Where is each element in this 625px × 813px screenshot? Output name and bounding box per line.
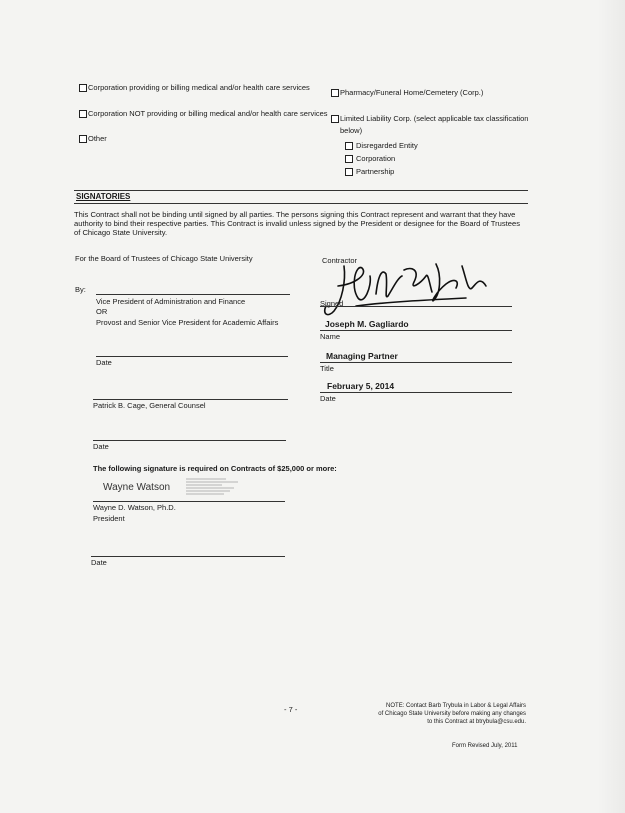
counsel-signature-line[interactable] (93, 399, 288, 400)
page-number: - 7 - (284, 705, 298, 714)
vp-provost: Provost and Senior Vice President for Academic Affairs (96, 318, 279, 327)
president-name: Wayne D. Watson, Ph.D. (93, 503, 176, 512)
checkbox-partnership[interactable] (345, 168, 353, 176)
signatories-heading-bar (74, 190, 528, 204)
checkbox-corp-not-medical[interactable] (79, 110, 87, 118)
label-corp-medical: Corporation providing or billing medical and/or health care services (88, 83, 310, 92)
checkbox-corporation[interactable] (345, 155, 353, 163)
required-signature-note: The following signature is required on Contracts of $25,000 or more: (93, 464, 337, 473)
digital-signature-name: Wayne Watson (103, 482, 171, 493)
contractor-title-value: Managing Partner (326, 351, 398, 361)
vp-admin-finance: Vice President of Administration and Finance (96, 297, 246, 306)
contractor-signature-line[interactable] (320, 306, 512, 307)
contractor-handwritten-signature (316, 256, 496, 326)
label-partnership: Partnership (356, 167, 395, 176)
signatories-paragraph: This Contract shall not be binding until signed by all parties. The persons signing this Contract represent and warrant that they have authority to bind their respective parties. This Contract is invalid unless signed by the President or designee for the Board of Trustees of Chicago State University. (74, 210, 521, 237)
president-signature-line[interactable] (93, 501, 285, 502)
checkbox-other[interactable] (79, 135, 87, 143)
board-date-label: Date (96, 358, 112, 367)
counsel-date-label: Date (93, 442, 109, 451)
contractor-label: Contractor (322, 256, 358, 265)
footer-note-line3: to this Contract at btrybula@csu.edu. (427, 719, 526, 725)
checkbox-llc[interactable] (331, 115, 339, 123)
by-label: By: (75, 285, 86, 294)
digital-signature-stamp-icon (186, 477, 242, 499)
contractor-name-label: Name (320, 332, 341, 341)
label-other: Other (88, 134, 107, 143)
checkbox-corp-medical[interactable] (79, 84, 87, 92)
contractor-date-value: February 5, 2014 (327, 381, 395, 391)
label-corporation: Corporation (356, 154, 396, 163)
footer-note (370, 702, 526, 726)
label-llc-cont: below) (340, 126, 363, 135)
contractor-date-label: Date (320, 394, 336, 403)
contractor-title-line[interactable] (320, 362, 512, 363)
or-text: OR (96, 307, 108, 316)
contractor-name-value: Joseph M. Gagliardo (325, 319, 409, 329)
footer-note-line2: of Chicago State University before making any changes (378, 711, 526, 717)
contractor-date-line[interactable] (320, 392, 512, 393)
counsel-date-line[interactable] (93, 440, 286, 441)
label-llc: Limited Liability Corp. (select applicable tax classification (340, 114, 529, 123)
contractor-title-label: Title (320, 364, 334, 373)
contractor-signed-label: Signed (320, 299, 344, 308)
label-disregarded-entity: Disregarded Entity (356, 141, 418, 150)
label-pharmacy: Pharmacy/Funeral Home/Cemetery (Corp.) (340, 88, 484, 97)
form-revised: Form Revised July, 2011 (452, 743, 518, 749)
president-date-line[interactable] (91, 556, 285, 557)
counsel-name: Patrick B. Cage, General Counsel (93, 401, 206, 410)
checkbox-pharmacy[interactable] (331, 89, 339, 97)
president-title: President (93, 514, 125, 523)
board-signature-line[interactable] (96, 294, 290, 295)
label-corp-not-medical: Corporation NOT providing or billing medical and/or health care services (88, 109, 328, 118)
signatories-heading: SIGNATORIES (76, 192, 131, 201)
checkbox-disregarded-entity[interactable] (345, 142, 353, 150)
digital-signature-fineprint (186, 477, 242, 499)
president-date-label: Date (91, 558, 107, 567)
scan-edge-shading (597, 0, 625, 813)
board-date-line[interactable] (96, 356, 288, 357)
board-label: For the Board of Trustees of Chicago State University (75, 254, 253, 263)
footer-note-line1: NOTE: Contact Barb Trybula in Labor & Legal Affairs (386, 703, 526, 709)
handwritten-signature-icon (316, 256, 496, 326)
contractor-name-line[interactable] (320, 330, 512, 331)
